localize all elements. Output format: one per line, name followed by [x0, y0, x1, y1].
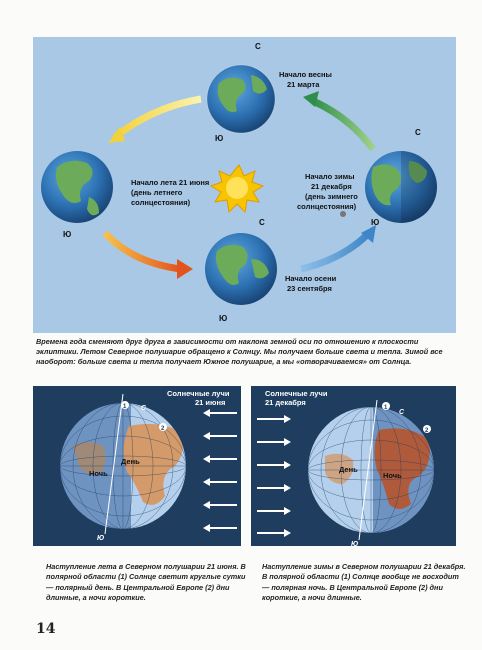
- arrow-winter-to-spring: [313, 101, 373, 149]
- marker-1: 1: [123, 404, 127, 410]
- sun-icon: [211, 165, 263, 212]
- ray-arrow: [257, 415, 291, 423]
- ray-arrow: [203, 432, 237, 440]
- arrow-summer-to-autumn: [105, 233, 181, 269]
- ray-arrow: [257, 484, 291, 492]
- ray-arrow: [203, 524, 237, 532]
- autumn-label-line2: 23 сентября: [287, 284, 332, 293]
- globe-june: [53, 396, 201, 536]
- arrow-spring-to-summer: [115, 99, 201, 137]
- ray-arrow: [203, 455, 237, 463]
- ray-arrow: [257, 438, 291, 446]
- marker-2: 2: [161, 426, 165, 432]
- day-label: День: [339, 465, 358, 474]
- pole-north-label: С: [399, 409, 405, 416]
- pole-south-label: Ю: [215, 134, 224, 143]
- pole-south-label: Ю: [97, 535, 105, 542]
- caption-seasons: Времена года сменяют друг друга в зависимости от наклона земной оси по отношению к плоскости эклиптики. Летом Северное полушарие обращено к Солнцу. Мы получаем больше света и тепла. Зимой все наоборот: больше света и тепла получает Южное полушарие, а мы «отворачиваемся» от Солнца.: [36, 337, 443, 367]
- marker-2: 2: [425, 428, 429, 434]
- arrow-head: [177, 259, 193, 279]
- night-label: Ночь: [89, 469, 108, 478]
- marker-1: 1: [384, 405, 388, 411]
- ray-arrow: [257, 507, 291, 515]
- globe-winter: [365, 151, 437, 223]
- rays-title-june-line2: 21 июня: [195, 398, 226, 407]
- pole-north-label: С: [141, 405, 147, 412]
- pole-south-label: Ю: [63, 230, 72, 239]
- pole-north-label: С: [415, 128, 421, 137]
- rays-title-december-line1: Солнечные лучи: [265, 389, 328, 398]
- day-label: День: [121, 457, 140, 466]
- pole-north-label: С: [259, 218, 265, 227]
- sun-rays-december: [257, 415, 291, 537]
- spring-label-line1: Начало весны: [279, 70, 332, 79]
- spring-label-line2: 21 марта: [287, 80, 320, 89]
- pole-south-label: Ю: [351, 541, 359, 546]
- seasons-diagram: [33, 37, 456, 333]
- ray-arrow: [257, 461, 291, 469]
- globe-december: [303, 402, 453, 542]
- rays-title-june-line1: Солнечные лучи: [167, 389, 230, 398]
- winter-label-line1: Начало зимы: [305, 172, 355, 181]
- rays-title-december-line2: 21 декабря: [265, 398, 306, 407]
- ray-arrow: [203, 409, 237, 417]
- caption-june: Наступление лета в Северном полушарии 21 июня. В полярной области (1) Солнце светит круглые сутки — полярный день. В Центральной Европе (2) дни длинные, а ночи короткие.: [46, 562, 246, 603]
- pole-south-label: Ю: [219, 314, 228, 323]
- globe-summer: [41, 151, 113, 223]
- pole-south-label: Ю: [371, 218, 380, 227]
- winter-label-line3: (день зимнего: [305, 192, 358, 201]
- globe-autumn: [205, 233, 277, 305]
- autumn-label-line1: Начало осени: [285, 274, 337, 283]
- solstice-diagram: [33, 386, 456, 546]
- panel-divider: [241, 386, 251, 546]
- ray-arrow: [257, 529, 291, 537]
- pole-north-label: С: [255, 42, 261, 51]
- caption-december: Наступление зимы в Северном полушарии 21 декабря. В полярной области (1) Солнце вообще не восходит — полярная ночь. В Центральной Европе (2) дни короткие, а ночи длинные.: [262, 562, 466, 603]
- summer-label-line1: Начало лета 21 июня: [131, 178, 210, 187]
- page-number: 14: [36, 621, 56, 637]
- summer-label-line3: солнцестояния): [131, 198, 191, 207]
- summer-label-line2: (день летнего: [131, 188, 183, 197]
- seasons-diagram-svg: [33, 37, 456, 333]
- ray-arrow: [203, 478, 237, 486]
- night-label: Ночь: [383, 471, 402, 480]
- ray-arrow: [203, 501, 237, 509]
- moon-dot: [340, 211, 346, 217]
- winter-label-line2: 21 декабря: [311, 182, 352, 191]
- arrow-autumn-to-winter: [301, 233, 369, 269]
- globe-spring: [207, 65, 275, 133]
- sun-rays-june: [203, 409, 237, 532]
- solstice-diagram-svg: [33, 386, 456, 546]
- winter-label-line4: солнцестояния): [297, 202, 357, 211]
